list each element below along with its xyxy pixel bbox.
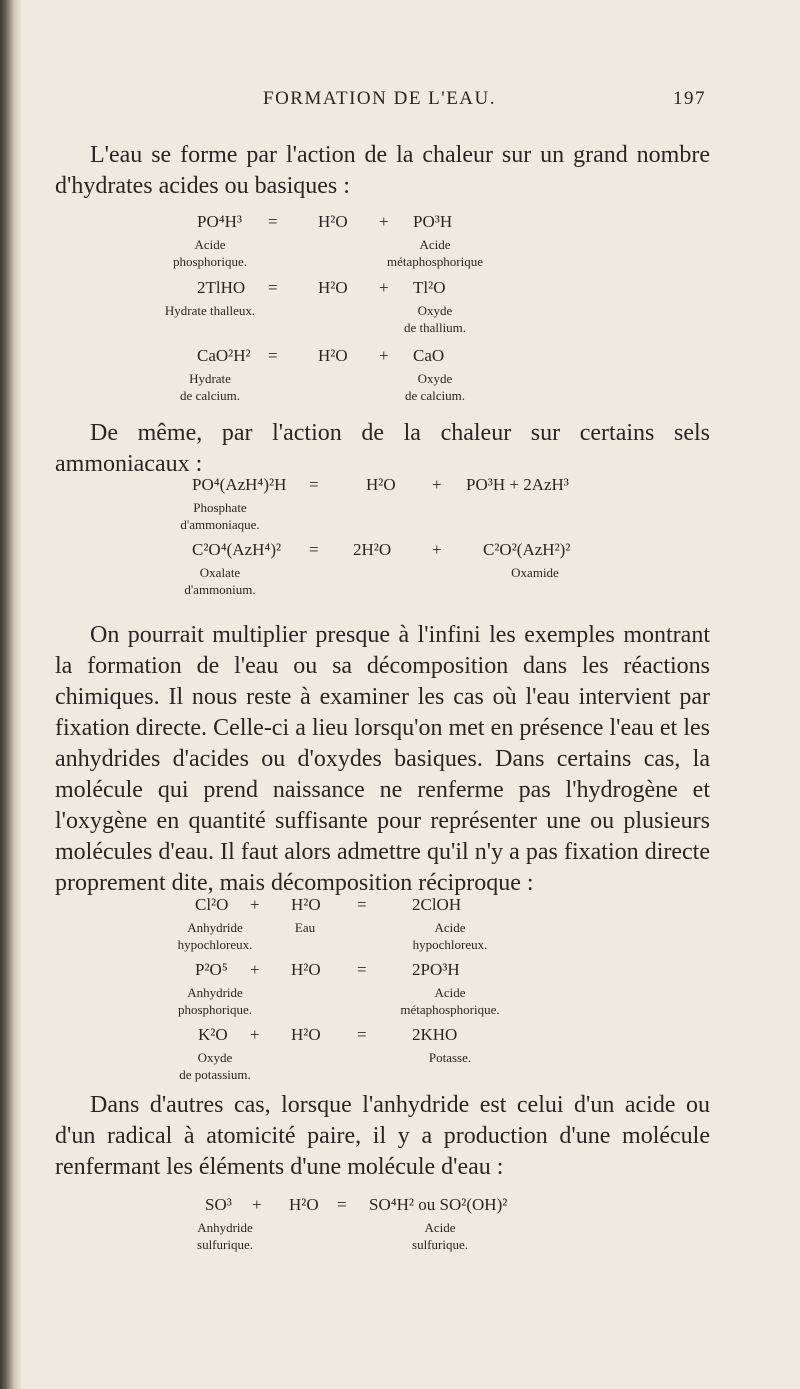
eq5-plus: + xyxy=(432,540,442,559)
eq3-plus: + xyxy=(379,346,389,365)
eq8-plus: + xyxy=(250,1025,260,1044)
eq1-plus: + xyxy=(379,212,389,231)
eq1-water: H²O xyxy=(318,212,348,231)
eq9-water: H²O xyxy=(289,1195,319,1214)
eq7-lhs: P²O⁵ xyxy=(195,960,228,979)
eq9-lhs: SO³ xyxy=(205,1195,232,1214)
eq3-rhs: CaO xyxy=(413,346,445,365)
eq1-lhs-label: Acide phosphorique. xyxy=(172,237,248,269)
eq4-lhs: PO⁴(AzH⁴)²H xyxy=(192,475,287,494)
eq6-water-label: Eau xyxy=(294,920,316,935)
eq7-water: H²O xyxy=(291,960,321,979)
eq6-lhs-label: Anhydride hypochloreux. xyxy=(177,920,253,952)
eq3-lhs: CaO²H² xyxy=(197,346,251,365)
eq9-equals: = xyxy=(337,1195,347,1214)
eq8-equals: = xyxy=(357,1025,367,1044)
eq3-lhs-label: Hydrate de calcium. xyxy=(180,371,240,403)
eq9-rhs: SO⁴H² ou SO²(OH)² xyxy=(369,1195,508,1214)
eq3-equals: = xyxy=(268,346,278,365)
eq4-rhs: PO³H + 2AzH³ xyxy=(466,475,569,494)
eq8-rhs: 2KHO xyxy=(412,1025,458,1044)
eq3-rhs-label: Oxyde de calcium. xyxy=(405,371,465,403)
eq5-rhs-label: Oxamide xyxy=(511,565,559,580)
eq1-rhs: PO³H xyxy=(413,212,453,231)
eq2-lhs: 2TlHO xyxy=(197,278,246,297)
eq8-rhs-label: Potasse. xyxy=(428,1050,472,1065)
eq9-plus: + xyxy=(252,1195,262,1214)
running-title: FORMATION DE L'EAU. xyxy=(263,88,497,109)
page-gutter-shadow xyxy=(0,0,22,1389)
paragraph-atomicity: Dans d'autres cas, lorsque l'anhydride est celui d'un acide ou d'un radical à atomicité paire, il y a production d'une molécule renfermant les éléments d'une molécule d'eau : xyxy=(55,1092,710,1180)
eq5-lhs: C²O⁴(AzH⁴)² xyxy=(192,540,282,559)
eq5-water: 2H²O xyxy=(353,540,392,559)
eq1-lhs: PO⁴H³ xyxy=(197,212,243,231)
eq4-equals: = xyxy=(309,475,319,494)
eq8-water: H²O xyxy=(291,1025,321,1044)
eq7-rhs: 2PO³H xyxy=(412,960,460,979)
eq4-water: H²O xyxy=(366,475,396,494)
intro-paragraph: L'eau se forme par l'action de la chaleur sur un grand nombre d'hydrates acides ou basiques : xyxy=(55,142,710,199)
eq2-rhs-label: Oxyde de thallium. xyxy=(403,303,467,335)
eq6-plus: + xyxy=(250,895,260,914)
eq1-rhs-label: Acide métaphosphorique xyxy=(386,237,484,269)
eq6-rhs-label: Acide hypochloreux. xyxy=(412,920,488,952)
eq7-lhs-label: Anhydride phosphorique. xyxy=(177,985,253,1017)
eq2-lhs-label: Hydrate thalleux. xyxy=(164,303,256,318)
eq7-plus: + xyxy=(250,960,260,979)
eq6-water: H²O xyxy=(291,895,321,914)
eq2-water: H²O xyxy=(318,278,348,297)
eq3-water: H²O xyxy=(318,346,348,365)
eq9-rhs-label: Acide sulfurique. xyxy=(412,1220,468,1252)
eq6-rhs: 2ClOH xyxy=(412,895,462,914)
eq2-equals: = xyxy=(268,278,278,297)
eq6-lhs: Cl²O xyxy=(195,895,229,914)
paragraph-fixation: On pourrait multiplier presque à l'infini les exemples montrant la formation de l'eau ou sa décomposition dans les réactions chimiques. Il nous reste à examiner les cas où l'eau intervient par fixation directe. Celle-ci a lieu lorsqu'on met en présence l'eau et les anhydrides d'acides ou d'oxydes basiques. Dans certains cas, la molécule qui prend naissance ne renferme pas l'hydrogène et l'oxygène en quantité suffisante pour représenter une ou plusieurs molécules d'eau. Il faut alors admettre qu'il n'y a pas fixation directe proprement dite, mais décomposition réciproque : xyxy=(55,622,710,896)
eq7-equals: = xyxy=(357,960,367,979)
eq6-equals: = xyxy=(357,895,367,914)
eq2-rhs: Tl²O xyxy=(413,278,446,297)
eq5-rhs: C²O²(AzH²)² xyxy=(483,540,571,559)
eq8-lhs-label: Oxyde de potassium. xyxy=(179,1050,251,1082)
eq4-lhs-label: Phosphate d'ammoniaque. xyxy=(180,500,260,532)
eq2-plus: + xyxy=(379,278,389,297)
running-header xyxy=(0,88,800,114)
paragraph-ammoniacal: De même, par l'action de la chaleur sur certains sels ammoniacaux : xyxy=(55,420,710,477)
page-number: 197 xyxy=(673,88,706,109)
eq4-plus: + xyxy=(432,475,442,494)
eq5-lhs-label: Oxalate d'ammonium. xyxy=(184,565,256,597)
eq9-lhs-label: Anhydride sulfurique. xyxy=(197,1220,253,1252)
eq8-lhs: K²O xyxy=(198,1025,228,1044)
eq7-rhs-label: Acide métaphosphorique. xyxy=(400,985,500,1017)
eq1-equals: = xyxy=(268,212,278,231)
eq5-equals: = xyxy=(309,540,319,559)
